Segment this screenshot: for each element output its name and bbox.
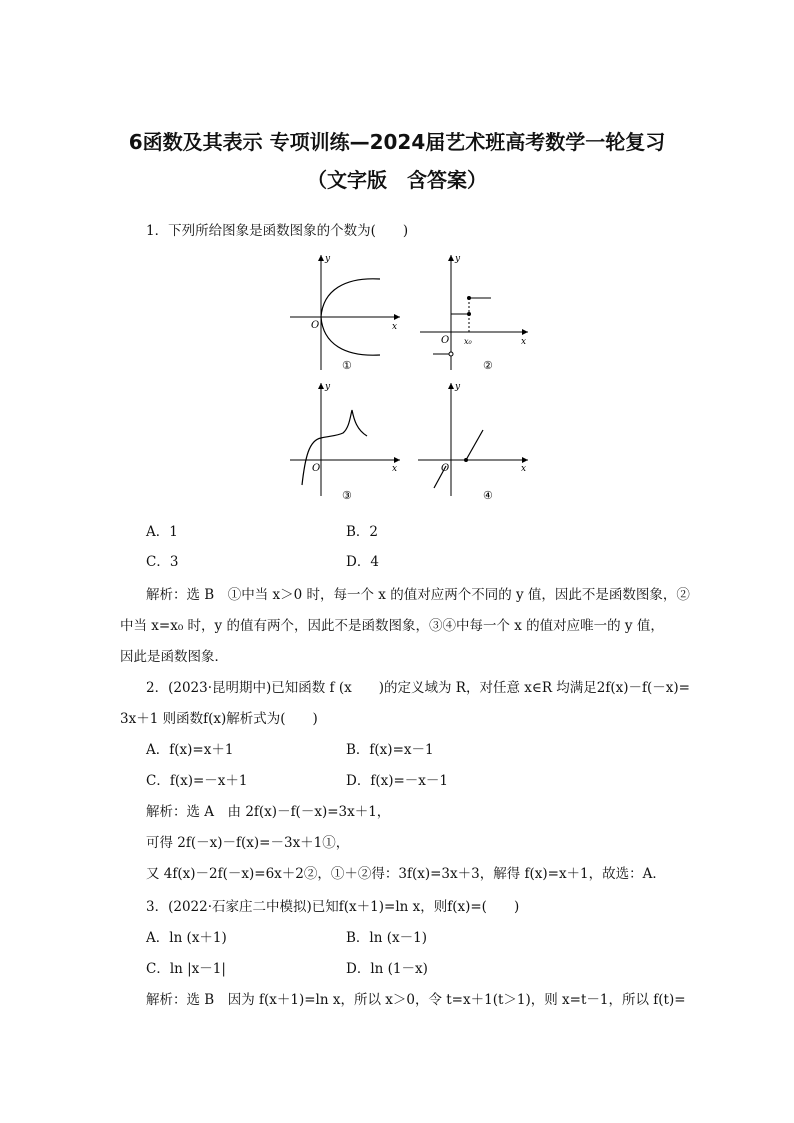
q1-option-c: C．3 [146, 554, 179, 570]
document-title-line2: （文字版 含答案） [307, 168, 487, 192]
q1-graph-3-origin: O [312, 463, 321, 474]
q1-graph-3-label: ③ [342, 489, 352, 502]
q2-option-b: B．f(x)=x－1 [346, 742, 434, 758]
q2-solution-line-3: 又 4f(x)－2f(－x)=6x＋2②，①＋②得：3f(x)=3x＋3，解得 f(x)=x＋1，故选：A． [146, 866, 666, 882]
q1-graph-2 [415, 250, 535, 375]
q1-stem: 1．下列所给图象是函数图象的个数为( ) [146, 223, 409, 239]
q1-solution-line-3: 因此是函数图象． [120, 649, 228, 665]
q1-graph-1-x-label: x [392, 322, 398, 332]
q1-graph-4 [415, 378, 535, 503]
q1-graph-3 [285, 378, 405, 503]
q1-graph-3-x-label: x [392, 464, 398, 474]
q1-graph-1-y-label: y [325, 254, 331, 264]
q1-graph-4-label: ④ [483, 489, 493, 502]
q1-graph-1-origin: O [311, 320, 320, 331]
q1-graph-4-origin: O [441, 463, 450, 474]
q1-graph-2-x0-label: x₀ [464, 337, 472, 346]
q1-solution-line-2: 中当 x=x₀ 时，y 的值有两个，因此不是函数图象，③④中每一个 x 的值对应唯一的 y 值， [120, 618, 664, 634]
q1-option-b: B．2 [346, 524, 379, 540]
q1-graph-2-origin: O [441, 335, 450, 346]
q1-graph-1-label: ① [342, 359, 352, 372]
q1-graph-4-x-label: x [521, 464, 527, 474]
q3-option-d: D．ln (1－x) [346, 961, 428, 977]
q3-option-c: C．ln |x－1| [146, 961, 226, 977]
q1-graph-4-y-label: y [455, 382, 461, 392]
q3-option-b: B．ln (x－1) [346, 930, 427, 946]
q1-graph-2-label: ② [483, 359, 493, 372]
q1-graph-2-x-label: x [521, 337, 527, 347]
document-title-line1: 6函数及其表示 专项训练—2024届艺术班高考数学一轮复习 [128, 130, 666, 154]
q2-option-c: C．f(x)=－x＋1 [146, 773, 248, 789]
q1-option-d: D．4 [346, 554, 379, 570]
q2-solution-line-2: 可得 2f(－x)－f(x)=－3x＋1①， [146, 835, 350, 851]
q1-graph-1 [285, 250, 405, 375]
q3-solution-line-1: 解析：选 B 因为 f(x＋1)=ln x，所以 x＞0，令 t=x＋1(t＞1)，则 x=t－1，所以 f(t)= [146, 992, 686, 1008]
q2-stem-line-1: 2．(2023·昆明期中)已知函数 f (x )的定义域为 R，对任意 x∈R 均满足2f(x)－f(－x)= [146, 680, 690, 696]
q1-graph-3-y-label: y [325, 382, 331, 392]
q1-option-a: A．1 [146, 524, 178, 540]
q2-stem-line-2: 3x＋1 则函数f(x)解析式为( ) [120, 711, 318, 727]
q3-stem: 3．(2022·石家庄二中模拟)已知f(x＋1)=ln x，则f(x)=( ) [146, 899, 520, 915]
q2-option-d: D．f(x)=－x－1 [346, 773, 448, 789]
q3-option-a: A．ln (x＋1) [146, 930, 227, 946]
q2-option-a: A．f(x)=x＋1 [146, 742, 234, 758]
q2-solution-line-1: 解析：选 A 由 2f(x)－f(－x)=3x＋1， [146, 804, 391, 820]
q1-solution-line-1: 解析：选 B ①中当 x＞0 时，每一个 x 的值对应两个不同的 y 值，因此不是函数图象，② [146, 587, 690, 603]
q1-graph-2-y-label: y [455, 254, 461, 264]
